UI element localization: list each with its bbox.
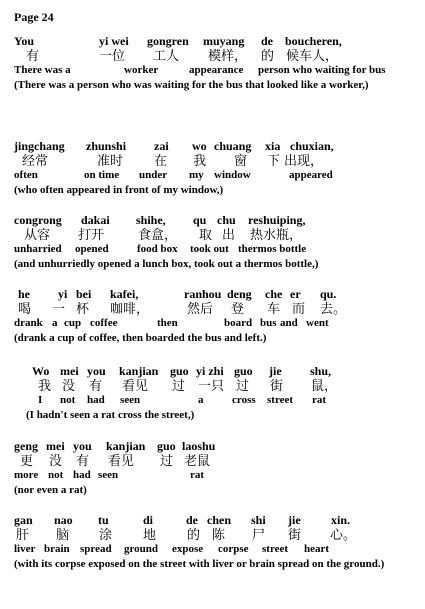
hanzi-word: 热水瓶，: [250, 228, 303, 243]
pinyin-word: er: [290, 287, 301, 301]
sentence-block-7: [14, 513, 414, 571]
pinyin-word: you: [73, 439, 92, 453]
pinyin-word: deng: [227, 287, 252, 301]
gloss-word: There was a: [14, 64, 71, 76]
hanzi-word: 一位: [99, 49, 126, 64]
pinyin-word: shihe,: [136, 213, 166, 227]
hanzi-word: 出: [222, 228, 236, 243]
hanzi-line: [14, 49, 414, 64]
hanzi-word: 有: [26, 49, 40, 64]
page-number: Page 24: [14, 10, 54, 24]
gloss-word: bus: [260, 317, 277, 329]
hanzi-word: 过: [160, 454, 174, 469]
translation: (and unhurriedly opened a lunch box, took out a thermos bottle,): [14, 258, 319, 270]
hanzi-word: 看见: [122, 379, 149, 394]
pinyin-word: guo: [157, 439, 176, 453]
pinyin-word: muyang: [203, 34, 245, 48]
hanzi-word: 的: [261, 49, 275, 64]
gloss-line: [14, 64, 414, 79]
translation: (drank a cup of coffee, then boarded the bus and left.): [14, 332, 267, 344]
gloss-word: and: [280, 317, 298, 329]
hanzi-word: 杯: [76, 302, 90, 317]
hanzi-word: 鼠，: [311, 379, 338, 394]
hanzi-word: 打开: [78, 228, 105, 243]
gloss-word: seen: [98, 469, 119, 481]
hanzi-word: 一只: [198, 379, 225, 394]
hanzi-word: 没: [49, 454, 63, 469]
gloss-word: more: [14, 469, 39, 481]
sentence-block-3: [14, 213, 414, 271]
pinyin-line: [14, 439, 414, 454]
gloss-word: person who waiting for bus: [258, 64, 386, 76]
gloss-word: unharried: [14, 243, 62, 255]
pinyin-word: gongren: [147, 34, 189, 48]
hanzi-word: 涂: [99, 528, 113, 543]
hanzi-word: 工人: [153, 49, 180, 64]
gloss-word: had: [87, 394, 105, 406]
gloss-word: liver: [14, 543, 36, 555]
hanzi-word: 而: [292, 302, 306, 317]
gloss-word: rat: [190, 469, 205, 481]
pinyin-word: yi wei: [99, 34, 129, 48]
pinyin-word: jingchang: [14, 139, 65, 153]
pinyin-word: mei: [60, 364, 79, 378]
pinyin-word: gan: [14, 513, 33, 527]
pinyin-word: ranhou: [184, 287, 222, 301]
pinyin-word: shu,: [310, 364, 332, 378]
hanzi-word: 在: [154, 154, 168, 169]
sentence-block-5: [14, 364, 414, 422]
pinyin-word: jie: [269, 364, 282, 378]
pinyin-line: [14, 34, 414, 49]
pinyin-word: zhunshi: [86, 139, 127, 153]
pinyin-word: yi: [58, 287, 68, 301]
hanzi-word: 过: [172, 379, 186, 394]
pinyin-line: [14, 287, 414, 302]
pinyin-word: guo: [234, 364, 253, 378]
hanzi-word: 肝: [16, 528, 30, 543]
gloss-word: food box: [137, 243, 178, 255]
gloss-word: under: [139, 169, 168, 181]
hanzi-line: [14, 302, 414, 317]
gloss-word: expose: [172, 543, 204, 555]
hanzi-word: 车: [267, 302, 281, 317]
gloss-word: thermos bottle: [238, 243, 307, 255]
pinyin-word: geng: [14, 439, 38, 453]
pinyin-word: Wo: [32, 364, 50, 378]
hanzi-word: 过: [236, 379, 250, 394]
gloss-word: window: [214, 169, 251, 181]
gloss-word: my: [189, 169, 204, 181]
gloss-line: [14, 543, 414, 558]
hanzi-line: [14, 528, 414, 543]
pinyin-line: [14, 139, 414, 154]
hanzi-word: 登: [231, 302, 245, 317]
gloss-word: not: [60, 394, 76, 406]
gloss-word: often: [14, 169, 38, 181]
pinyin-word: yi zhi: [196, 364, 224, 378]
sentence-block-4: [14, 287, 414, 345]
gloss-word: brain: [44, 543, 70, 555]
pinyin-word: xia: [265, 139, 281, 153]
gloss-word: opened: [75, 243, 109, 255]
hanzi-word: 更: [20, 454, 34, 469]
hanzi-word: 咖啡，: [110, 302, 150, 317]
gloss-word: a: [52, 317, 58, 329]
pinyin-word: che: [265, 287, 283, 301]
gloss-word: street: [262, 543, 289, 555]
hanzi-word: 有: [76, 454, 90, 469]
gloss-word: corpse: [218, 543, 249, 555]
gloss-word: drank: [14, 317, 43, 329]
pinyin-word: qu.: [320, 287, 337, 301]
gloss-word: rat: [312, 394, 327, 406]
translation: (I hadn't seen a rat cross the street,): [26, 409, 195, 421]
hanzi-word: 我: [193, 154, 207, 169]
pinyin-word: you: [87, 364, 106, 378]
gloss-word: a: [198, 394, 204, 406]
hanzi-word: 心。: [330, 528, 357, 543]
hanzi-word: 去。: [320, 302, 347, 317]
hanzi-line: [14, 379, 414, 394]
pinyin-word: reshuiping,: [248, 213, 306, 227]
hanzi-word: 有: [89, 379, 103, 394]
hanzi-word: 陈: [212, 528, 226, 543]
gloss-word: board: [224, 317, 253, 329]
gloss-word: went: [306, 317, 329, 329]
pinyin-word: he: [18, 287, 30, 301]
pinyin-word: shi: [251, 513, 266, 527]
gloss-word: then: [157, 317, 178, 329]
hanzi-line: [14, 454, 414, 469]
gloss-word: cross: [232, 394, 256, 406]
hanzi-line: [14, 228, 414, 243]
gloss-word: worker: [124, 64, 159, 76]
translation: (nor even a rat): [14, 484, 87, 496]
gloss-word: street: [267, 394, 294, 406]
pinyin-word: chuang: [214, 139, 252, 153]
hanzi-word: 下: [267, 154, 281, 169]
pinyin-word: de: [261, 34, 273, 48]
pinyin-word: kafei,: [110, 287, 139, 301]
hanzi-word: 我: [38, 379, 52, 394]
pinyin-word: chen: [207, 513, 231, 527]
gloss-line: [14, 169, 414, 184]
pinyin-word: tu: [98, 513, 109, 527]
gloss-line: [14, 243, 414, 258]
pinyin-line: [14, 364, 414, 379]
pinyin-word: wo: [192, 139, 207, 153]
pinyin-word: mei: [46, 439, 65, 453]
pinyin-word: kanjian: [106, 439, 146, 453]
hanzi-word: 的: [187, 528, 201, 543]
pinyin-word: de: [186, 513, 198, 527]
hanzi-word: 候车人，: [286, 49, 339, 64]
hanzi-word: 喝: [18, 302, 32, 317]
pinyin-word: guo: [170, 364, 189, 378]
gloss-word: appearance: [189, 64, 244, 76]
hanzi-word: 一: [52, 302, 66, 317]
pinyin-word: You: [14, 34, 35, 48]
hanzi-word: 尸: [252, 528, 266, 543]
gloss-word: not: [48, 469, 64, 481]
hanzi-word: 街: [270, 379, 284, 394]
pinyin-line: [14, 513, 414, 528]
pinyin-word: qu: [193, 213, 207, 227]
gloss-word: heart: [304, 543, 330, 555]
gloss-word: seen: [120, 394, 141, 406]
pinyin-word: dakai: [81, 213, 110, 227]
hanzi-word: 看见: [108, 454, 135, 469]
hanzi-word: 街: [288, 528, 302, 543]
pinyin-word: nao: [54, 513, 73, 527]
gloss-word: on time: [84, 169, 120, 181]
hanzi-word: 出现，: [284, 154, 324, 169]
hanzi-word: 经常: [22, 154, 49, 169]
hanzi-line: [14, 154, 414, 169]
translation: (There was a person who was waiting for the bus that looked like a worker,): [14, 79, 369, 91]
pinyin-word: di: [143, 513, 154, 527]
hanzi-word: 准时: [97, 154, 124, 169]
gloss-word: ground: [124, 543, 159, 555]
pinyin-word: jie: [288, 513, 301, 527]
pinyin-word: boucheren,: [285, 34, 342, 48]
gloss-word: coffee: [90, 317, 118, 329]
hanzi-word: 食盒，: [138, 228, 178, 243]
pinyin-word: kanjian: [119, 364, 159, 378]
gloss-line: [14, 317, 414, 332]
pinyin-word: bei: [76, 287, 92, 301]
hanzi-word: 取: [199, 228, 213, 243]
gloss-word: spread: [80, 543, 112, 555]
pinyin-line: [14, 213, 414, 228]
pinyin-word: xin.: [331, 513, 351, 527]
pinyin-word: chuxian,: [290, 139, 334, 153]
gloss-word: had: [73, 469, 91, 481]
gloss-line: [14, 469, 414, 484]
gloss-word: took out: [190, 243, 229, 255]
hanzi-word: 没: [62, 379, 76, 394]
hanzi-word: 然后: [187, 302, 214, 317]
translation: (who often appeared in front of my window,): [14, 184, 224, 196]
hanzi-word: 窗: [234, 154, 248, 169]
hanzi-word: 老鼠: [184, 454, 211, 469]
gloss-line: [14, 394, 414, 409]
gloss-word: appeared: [289, 169, 333, 181]
pinyin-word: chu: [217, 213, 236, 227]
translation: (with its corpse exposed on the street with liver or brain spread on the ground.): [14, 558, 385, 570]
gloss-word: cup: [64, 317, 82, 329]
pinyin-word: congrong: [14, 213, 62, 227]
gloss-word: I: [38, 394, 43, 406]
hanzi-word: 脑: [56, 528, 70, 543]
pinyin-word: zai: [154, 139, 169, 153]
sentence-block-1: [14, 34, 414, 92]
hanzi-word: 从容: [24, 228, 51, 243]
hanzi-word: 模样，: [208, 49, 248, 64]
pinyin-word: laoshu: [182, 439, 216, 453]
sentence-block-2: [14, 139, 414, 197]
sentence-block-6: [14, 439, 414, 497]
hanzi-word: 地: [143, 528, 157, 543]
